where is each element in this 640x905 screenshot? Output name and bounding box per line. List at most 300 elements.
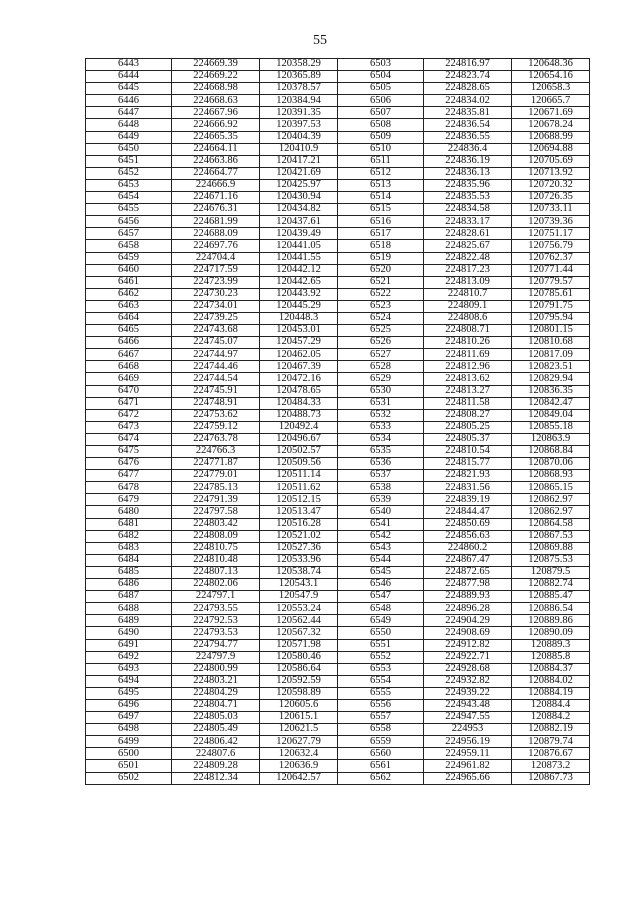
x-coordinate-right: 224810.7 xyxy=(424,288,512,300)
point-number-right: 6513 xyxy=(338,179,424,191)
point-number-right: 6535 xyxy=(338,446,424,458)
point-number-right: 6534 xyxy=(338,433,424,445)
x-coordinate-right: 224956.19 xyxy=(424,736,512,748)
point-number-left: 6452 xyxy=(86,167,172,179)
y-coordinate-left: 120488.73 xyxy=(260,409,338,421)
y-coordinate-left: 120462.05 xyxy=(260,349,338,361)
x-coordinate-left: 224810.75 xyxy=(172,542,260,554)
point-number-left: 6490 xyxy=(86,627,172,639)
x-coordinate-left: 224803.42 xyxy=(172,518,260,530)
y-coordinate-right: 120785.61 xyxy=(512,288,590,300)
x-coordinate-right: 224805.25 xyxy=(424,421,512,433)
y-coordinate-right: 120873.2 xyxy=(512,760,590,772)
point-number-right: 6550 xyxy=(338,627,424,639)
point-number-right: 6505 xyxy=(338,83,424,95)
x-coordinate-right: 224872.65 xyxy=(424,566,512,578)
y-coordinate-right: 120864.58 xyxy=(512,518,590,530)
y-coordinate-left: 120391.35 xyxy=(260,107,338,119)
y-coordinate-left: 120472.16 xyxy=(260,373,338,385)
table-row xyxy=(86,349,590,361)
y-coordinate-left: 120365.89 xyxy=(260,71,338,83)
x-coordinate-left: 224739.25 xyxy=(172,312,260,324)
x-coordinate-right: 224810.54 xyxy=(424,446,512,458)
y-coordinate-left: 120538.74 xyxy=(260,566,338,578)
y-coordinate-left: 120571.98 xyxy=(260,639,338,651)
y-coordinate-left: 120404.39 xyxy=(260,131,338,143)
x-coordinate-right: 224860.2 xyxy=(424,542,512,554)
point-number-right: 6552 xyxy=(338,651,424,663)
y-coordinate-right: 120823.51 xyxy=(512,361,590,373)
point-number-right: 6556 xyxy=(338,699,424,711)
table-row xyxy=(86,712,590,724)
y-coordinate-right: 120739.36 xyxy=(512,216,590,228)
point-number-left: 6470 xyxy=(86,385,172,397)
y-coordinate-right: 120829.94 xyxy=(512,373,590,385)
y-coordinate-left: 120496.67 xyxy=(260,433,338,445)
y-coordinate-left: 120425.97 xyxy=(260,179,338,191)
point-number-left: 6465 xyxy=(86,325,172,337)
table-row xyxy=(86,760,590,772)
x-coordinate-left: 224793.53 xyxy=(172,627,260,639)
x-coordinate-left: 224802.06 xyxy=(172,579,260,591)
point-number-right: 6537 xyxy=(338,470,424,482)
point-number-right: 6521 xyxy=(338,276,424,288)
table-row xyxy=(86,83,590,95)
x-coordinate-left: 224669.39 xyxy=(172,59,260,71)
x-coordinate-right: 224813.62 xyxy=(424,373,512,385)
y-coordinate-right: 120868.84 xyxy=(512,446,590,458)
point-number-left: 6446 xyxy=(86,95,172,107)
x-coordinate-left: 224666.92 xyxy=(172,119,260,131)
table-row xyxy=(86,373,590,385)
table-row xyxy=(86,615,590,627)
x-coordinate-left: 224806.42 xyxy=(172,736,260,748)
point-number-left: 6486 xyxy=(86,579,172,591)
point-number-right: 6504 xyxy=(338,71,424,83)
table-row xyxy=(86,131,590,143)
point-number-right: 6538 xyxy=(338,482,424,494)
x-coordinate-right: 224947.55 xyxy=(424,712,512,724)
y-coordinate-right: 120688.99 xyxy=(512,131,590,143)
point-number-left: 6450 xyxy=(86,143,172,155)
point-number-left: 6458 xyxy=(86,240,172,252)
y-coordinate-left: 120421.69 xyxy=(260,167,338,179)
y-coordinate-right: 120882.19 xyxy=(512,724,590,736)
x-coordinate-left: 224791.39 xyxy=(172,494,260,506)
table-row xyxy=(86,409,590,421)
y-coordinate-right: 120726.35 xyxy=(512,192,590,204)
x-coordinate-left: 224744.46 xyxy=(172,361,260,373)
x-coordinate-left: 224793.55 xyxy=(172,603,260,615)
point-number-left: 6492 xyxy=(86,651,172,663)
table-row xyxy=(86,276,590,288)
point-number-right: 6516 xyxy=(338,216,424,228)
table-row xyxy=(86,530,590,542)
x-coordinate-left: 224667.96 xyxy=(172,107,260,119)
y-coordinate-right: 120771.44 xyxy=(512,264,590,276)
point-number-left: 6484 xyxy=(86,554,172,566)
table-row xyxy=(86,288,590,300)
x-coordinate-right: 224939.22 xyxy=(424,687,512,699)
y-coordinate-right: 120882.74 xyxy=(512,579,590,591)
y-coordinate-left: 120448.3 xyxy=(260,312,338,324)
x-coordinate-left: 224743.68 xyxy=(172,325,260,337)
y-coordinate-left: 120484.33 xyxy=(260,397,338,409)
table-row xyxy=(86,736,590,748)
x-coordinate-right: 224815.77 xyxy=(424,458,512,470)
table-row xyxy=(86,216,590,228)
y-coordinate-right: 120862.97 xyxy=(512,506,590,518)
point-number-left: 6459 xyxy=(86,252,172,264)
point-number-left: 6447 xyxy=(86,107,172,119)
x-coordinate-left: 224753.62 xyxy=(172,409,260,421)
x-coordinate-right: 224839.19 xyxy=(424,494,512,506)
point-number-right: 6557 xyxy=(338,712,424,724)
point-number-right: 6530 xyxy=(338,385,424,397)
x-coordinate-right: 224835.81 xyxy=(424,107,512,119)
y-coordinate-left: 120521.02 xyxy=(260,530,338,542)
table-row xyxy=(86,240,590,252)
point-number-right: 6533 xyxy=(338,421,424,433)
point-number-left: 6487 xyxy=(86,591,172,603)
y-coordinate-right: 120836.35 xyxy=(512,385,590,397)
point-number-right: 6511 xyxy=(338,155,424,167)
x-coordinate-left: 224763.78 xyxy=(172,433,260,445)
x-coordinate-left: 224797.9 xyxy=(172,651,260,663)
x-coordinate-right: 224844.47 xyxy=(424,506,512,518)
x-coordinate-right: 224965.66 xyxy=(424,772,512,784)
point-number-right: 6545 xyxy=(338,566,424,578)
point-number-right: 6519 xyxy=(338,252,424,264)
x-coordinate-left: 224785.13 xyxy=(172,482,260,494)
y-coordinate-right: 120884.19 xyxy=(512,687,590,699)
point-number-left: 6460 xyxy=(86,264,172,276)
point-number-right: 6541 xyxy=(338,518,424,530)
y-coordinate-left: 120516.28 xyxy=(260,518,338,530)
x-coordinate-left: 224666.9 xyxy=(172,179,260,191)
x-coordinate-left: 224812.34 xyxy=(172,772,260,784)
y-coordinate-left: 120443.92 xyxy=(260,288,338,300)
point-number-right: 6536 xyxy=(338,458,424,470)
x-coordinate-left: 224745.07 xyxy=(172,337,260,349)
x-coordinate-right: 224943.48 xyxy=(424,699,512,711)
point-number-left: 6499 xyxy=(86,736,172,748)
y-coordinate-right: 120867.73 xyxy=(512,772,590,784)
y-coordinate-left: 120434.82 xyxy=(260,204,338,216)
y-coordinate-right: 120678.24 xyxy=(512,119,590,131)
x-coordinate-left: 224717.59 xyxy=(172,264,260,276)
y-coordinate-right: 120801.15 xyxy=(512,325,590,337)
point-number-left: 6469 xyxy=(86,373,172,385)
y-coordinate-right: 120733.11 xyxy=(512,204,590,216)
point-number-right: 6515 xyxy=(338,204,424,216)
x-coordinate-right: 224922.71 xyxy=(424,651,512,663)
table-row xyxy=(86,482,590,494)
x-coordinate-left: 224800.99 xyxy=(172,663,260,675)
point-number-left: 6445 xyxy=(86,83,172,95)
y-coordinate-right: 120865.15 xyxy=(512,482,590,494)
x-coordinate-left: 224803.21 xyxy=(172,675,260,687)
y-coordinate-left: 120453.01 xyxy=(260,325,338,337)
y-coordinate-right: 120810.68 xyxy=(512,337,590,349)
x-coordinate-right: 224836.55 xyxy=(424,131,512,143)
y-coordinate-right: 120889.86 xyxy=(512,615,590,627)
point-number-right: 6547 xyxy=(338,591,424,603)
point-number-right: 6523 xyxy=(338,300,424,312)
table-row xyxy=(86,167,590,179)
y-coordinate-right: 120879.5 xyxy=(512,566,590,578)
y-coordinate-right: 120855.18 xyxy=(512,421,590,433)
point-number-left: 6483 xyxy=(86,542,172,554)
point-number-right: 6506 xyxy=(338,95,424,107)
point-number-right: 6539 xyxy=(338,494,424,506)
y-coordinate-right: 120779.57 xyxy=(512,276,590,288)
point-number-left: 6449 xyxy=(86,131,172,143)
y-coordinate-right: 120756.79 xyxy=(512,240,590,252)
point-number-right: 6555 xyxy=(338,687,424,699)
y-coordinate-left: 120511.14 xyxy=(260,470,338,482)
point-number-left: 6472 xyxy=(86,409,172,421)
point-number-left: 6479 xyxy=(86,494,172,506)
table-row xyxy=(86,192,590,204)
coordinates-table-body xyxy=(86,59,590,785)
x-coordinate-left: 224808.09 xyxy=(172,530,260,542)
point-number-left: 6462 xyxy=(86,288,172,300)
x-coordinate-right: 224834.58 xyxy=(424,204,512,216)
x-coordinate-left: 224797.1 xyxy=(172,591,260,603)
table-row xyxy=(86,421,590,433)
point-number-left: 6485 xyxy=(86,566,172,578)
y-coordinate-right: 120884.37 xyxy=(512,663,590,675)
x-coordinate-right: 224823.74 xyxy=(424,71,512,83)
x-coordinate-right: 224809.1 xyxy=(424,300,512,312)
table-row xyxy=(86,470,590,482)
y-coordinate-left: 120632.4 xyxy=(260,748,338,760)
point-number-right: 6517 xyxy=(338,228,424,240)
point-number-left: 6476 xyxy=(86,458,172,470)
point-number-left: 6475 xyxy=(86,446,172,458)
table-row xyxy=(86,143,590,155)
x-coordinate-left: 224809.28 xyxy=(172,760,260,772)
table-row xyxy=(86,591,590,603)
x-coordinate-right: 224822.48 xyxy=(424,252,512,264)
point-number-right: 6540 xyxy=(338,506,424,518)
x-coordinate-left: 224794.77 xyxy=(172,639,260,651)
y-coordinate-right: 120876.67 xyxy=(512,748,590,760)
table-row xyxy=(86,518,590,530)
point-number-right: 6558 xyxy=(338,724,424,736)
x-coordinate-left: 224745.91 xyxy=(172,385,260,397)
table-row xyxy=(86,264,590,276)
table-row xyxy=(86,675,590,687)
point-number-right: 6543 xyxy=(338,542,424,554)
y-coordinate-right: 120795.94 xyxy=(512,312,590,324)
y-coordinate-right: 120671.69 xyxy=(512,107,590,119)
point-number-right: 6562 xyxy=(338,772,424,784)
x-coordinate-left: 224730.23 xyxy=(172,288,260,300)
table-row xyxy=(86,179,590,191)
y-coordinate-left: 120562.44 xyxy=(260,615,338,627)
point-number-left: 6461 xyxy=(86,276,172,288)
y-coordinate-left: 120358.29 xyxy=(260,59,338,71)
x-coordinate-right: 224835.53 xyxy=(424,192,512,204)
point-number-left: 6477 xyxy=(86,470,172,482)
point-number-right: 6526 xyxy=(338,337,424,349)
point-number-right: 6522 xyxy=(338,288,424,300)
table-row xyxy=(86,687,590,699)
x-coordinate-right: 224904.29 xyxy=(424,615,512,627)
table-row xyxy=(86,300,590,312)
x-coordinate-right: 224836.4 xyxy=(424,143,512,155)
table-row xyxy=(86,554,590,566)
y-coordinate-left: 120457.29 xyxy=(260,337,338,349)
point-number-left: 6448 xyxy=(86,119,172,131)
point-number-right: 6532 xyxy=(338,409,424,421)
table-row xyxy=(86,385,590,397)
x-coordinate-left: 224668.98 xyxy=(172,83,260,95)
x-coordinate-right: 224856.63 xyxy=(424,530,512,542)
table-row xyxy=(86,663,590,675)
x-coordinate-left: 224779.01 xyxy=(172,470,260,482)
y-coordinate-left: 120439.49 xyxy=(260,228,338,240)
x-coordinate-right: 224813.09 xyxy=(424,276,512,288)
point-number-left: 6491 xyxy=(86,639,172,651)
point-number-right: 6549 xyxy=(338,615,424,627)
point-number-right: 6524 xyxy=(338,312,424,324)
point-number-left: 6455 xyxy=(86,204,172,216)
y-coordinate-left: 120467.39 xyxy=(260,361,338,373)
point-number-left: 6502 xyxy=(86,772,172,784)
y-coordinate-left: 120512.15 xyxy=(260,494,338,506)
y-coordinate-right: 120862.97 xyxy=(512,494,590,506)
table-row xyxy=(86,155,590,167)
point-number-right: 6542 xyxy=(338,530,424,542)
table-row xyxy=(86,59,590,71)
point-number-left: 6467 xyxy=(86,349,172,361)
x-coordinate-left: 224723.99 xyxy=(172,276,260,288)
x-coordinate-left: 224734.01 xyxy=(172,300,260,312)
y-coordinate-right: 120863.9 xyxy=(512,433,590,445)
table-row xyxy=(86,312,590,324)
x-coordinate-right: 224835.96 xyxy=(424,179,512,191)
y-coordinate-right: 120817.09 xyxy=(512,349,590,361)
y-coordinate-right: 120875.53 xyxy=(512,554,590,566)
y-coordinate-left: 120445.29 xyxy=(260,300,338,312)
x-coordinate-right: 224808.27 xyxy=(424,409,512,421)
y-coordinate-left: 120442.65 xyxy=(260,276,338,288)
point-number-left: 6500 xyxy=(86,748,172,760)
x-coordinate-right: 224928.68 xyxy=(424,663,512,675)
x-coordinate-right: 224808.6 xyxy=(424,312,512,324)
x-coordinate-right: 224867.47 xyxy=(424,554,512,566)
table-row xyxy=(86,579,590,591)
point-number-left: 6453 xyxy=(86,179,172,191)
x-coordinate-left: 224665.35 xyxy=(172,131,260,143)
x-coordinate-right: 224805.37 xyxy=(424,433,512,445)
point-number-left: 6481 xyxy=(86,518,172,530)
y-coordinate-right: 120849.04 xyxy=(512,409,590,421)
x-coordinate-left: 224807.6 xyxy=(172,748,260,760)
y-coordinate-left: 120437.61 xyxy=(260,216,338,228)
point-number-left: 6498 xyxy=(86,724,172,736)
y-coordinate-right: 120762.37 xyxy=(512,252,590,264)
x-coordinate-right: 224912.82 xyxy=(424,639,512,651)
x-coordinate-right: 224810.26 xyxy=(424,337,512,349)
x-coordinate-left: 224771.87 xyxy=(172,458,260,470)
x-coordinate-right: 224812.96 xyxy=(424,361,512,373)
x-coordinate-right: 224836.54 xyxy=(424,119,512,131)
x-coordinate-left: 224766.3 xyxy=(172,446,260,458)
y-coordinate-left: 120543.1 xyxy=(260,579,338,591)
y-coordinate-left: 120442.12 xyxy=(260,264,338,276)
point-number-left: 6443 xyxy=(86,59,172,71)
table-row xyxy=(86,748,590,760)
point-number-right: 6508 xyxy=(338,119,424,131)
point-number-right: 6531 xyxy=(338,397,424,409)
x-coordinate-left: 224664.77 xyxy=(172,167,260,179)
table-row xyxy=(86,325,590,337)
x-coordinate-right: 224828.61 xyxy=(424,228,512,240)
x-coordinate-right: 224836.19 xyxy=(424,155,512,167)
table-row xyxy=(86,494,590,506)
point-number-left: 6464 xyxy=(86,312,172,324)
point-number-left: 6496 xyxy=(86,699,172,711)
x-coordinate-right: 224908.69 xyxy=(424,627,512,639)
y-coordinate-left: 120621.5 xyxy=(260,724,338,736)
point-number-right: 6514 xyxy=(338,192,424,204)
point-number-left: 6494 xyxy=(86,675,172,687)
x-coordinate-left: 224681.99 xyxy=(172,216,260,228)
point-number-left: 6444 xyxy=(86,71,172,83)
x-coordinate-right: 224836.13 xyxy=(424,167,512,179)
table-row xyxy=(86,724,590,736)
x-coordinate-right: 224811.58 xyxy=(424,397,512,409)
y-coordinate-right: 120879.74 xyxy=(512,736,590,748)
x-coordinate-left: 224810.48 xyxy=(172,554,260,566)
table-row xyxy=(86,119,590,131)
y-coordinate-left: 120580.46 xyxy=(260,651,338,663)
point-number-left: 6478 xyxy=(86,482,172,494)
x-coordinate-right: 224816.97 xyxy=(424,59,512,71)
point-number-right: 6528 xyxy=(338,361,424,373)
x-coordinate-left: 224805.03 xyxy=(172,712,260,724)
point-number-right: 6518 xyxy=(338,240,424,252)
x-coordinate-right: 224896.28 xyxy=(424,603,512,615)
y-coordinate-left: 120586.64 xyxy=(260,663,338,675)
table-row xyxy=(86,542,590,554)
table-row xyxy=(86,627,590,639)
x-coordinate-left: 224792.53 xyxy=(172,615,260,627)
point-number-left: 6493 xyxy=(86,663,172,675)
y-coordinate-right: 120751.17 xyxy=(512,228,590,240)
y-coordinate-left: 120511.62 xyxy=(260,482,338,494)
x-coordinate-left: 224663.86 xyxy=(172,155,260,167)
point-number-left: 6454 xyxy=(86,192,172,204)
point-number-right: 6560 xyxy=(338,748,424,760)
table-row xyxy=(86,95,590,107)
point-number-left: 6501 xyxy=(86,760,172,772)
x-coordinate-right: 224813.27 xyxy=(424,385,512,397)
point-number-left: 6468 xyxy=(86,361,172,373)
x-coordinate-right: 224828.65 xyxy=(424,83,512,95)
table-row xyxy=(86,772,590,784)
x-coordinate-left: 224664.11 xyxy=(172,143,260,155)
x-coordinate-left: 224697.76 xyxy=(172,240,260,252)
point-number-left: 6480 xyxy=(86,506,172,518)
table-row xyxy=(86,361,590,373)
y-coordinate-right: 120654.16 xyxy=(512,71,590,83)
x-coordinate-right: 224817.23 xyxy=(424,264,512,276)
